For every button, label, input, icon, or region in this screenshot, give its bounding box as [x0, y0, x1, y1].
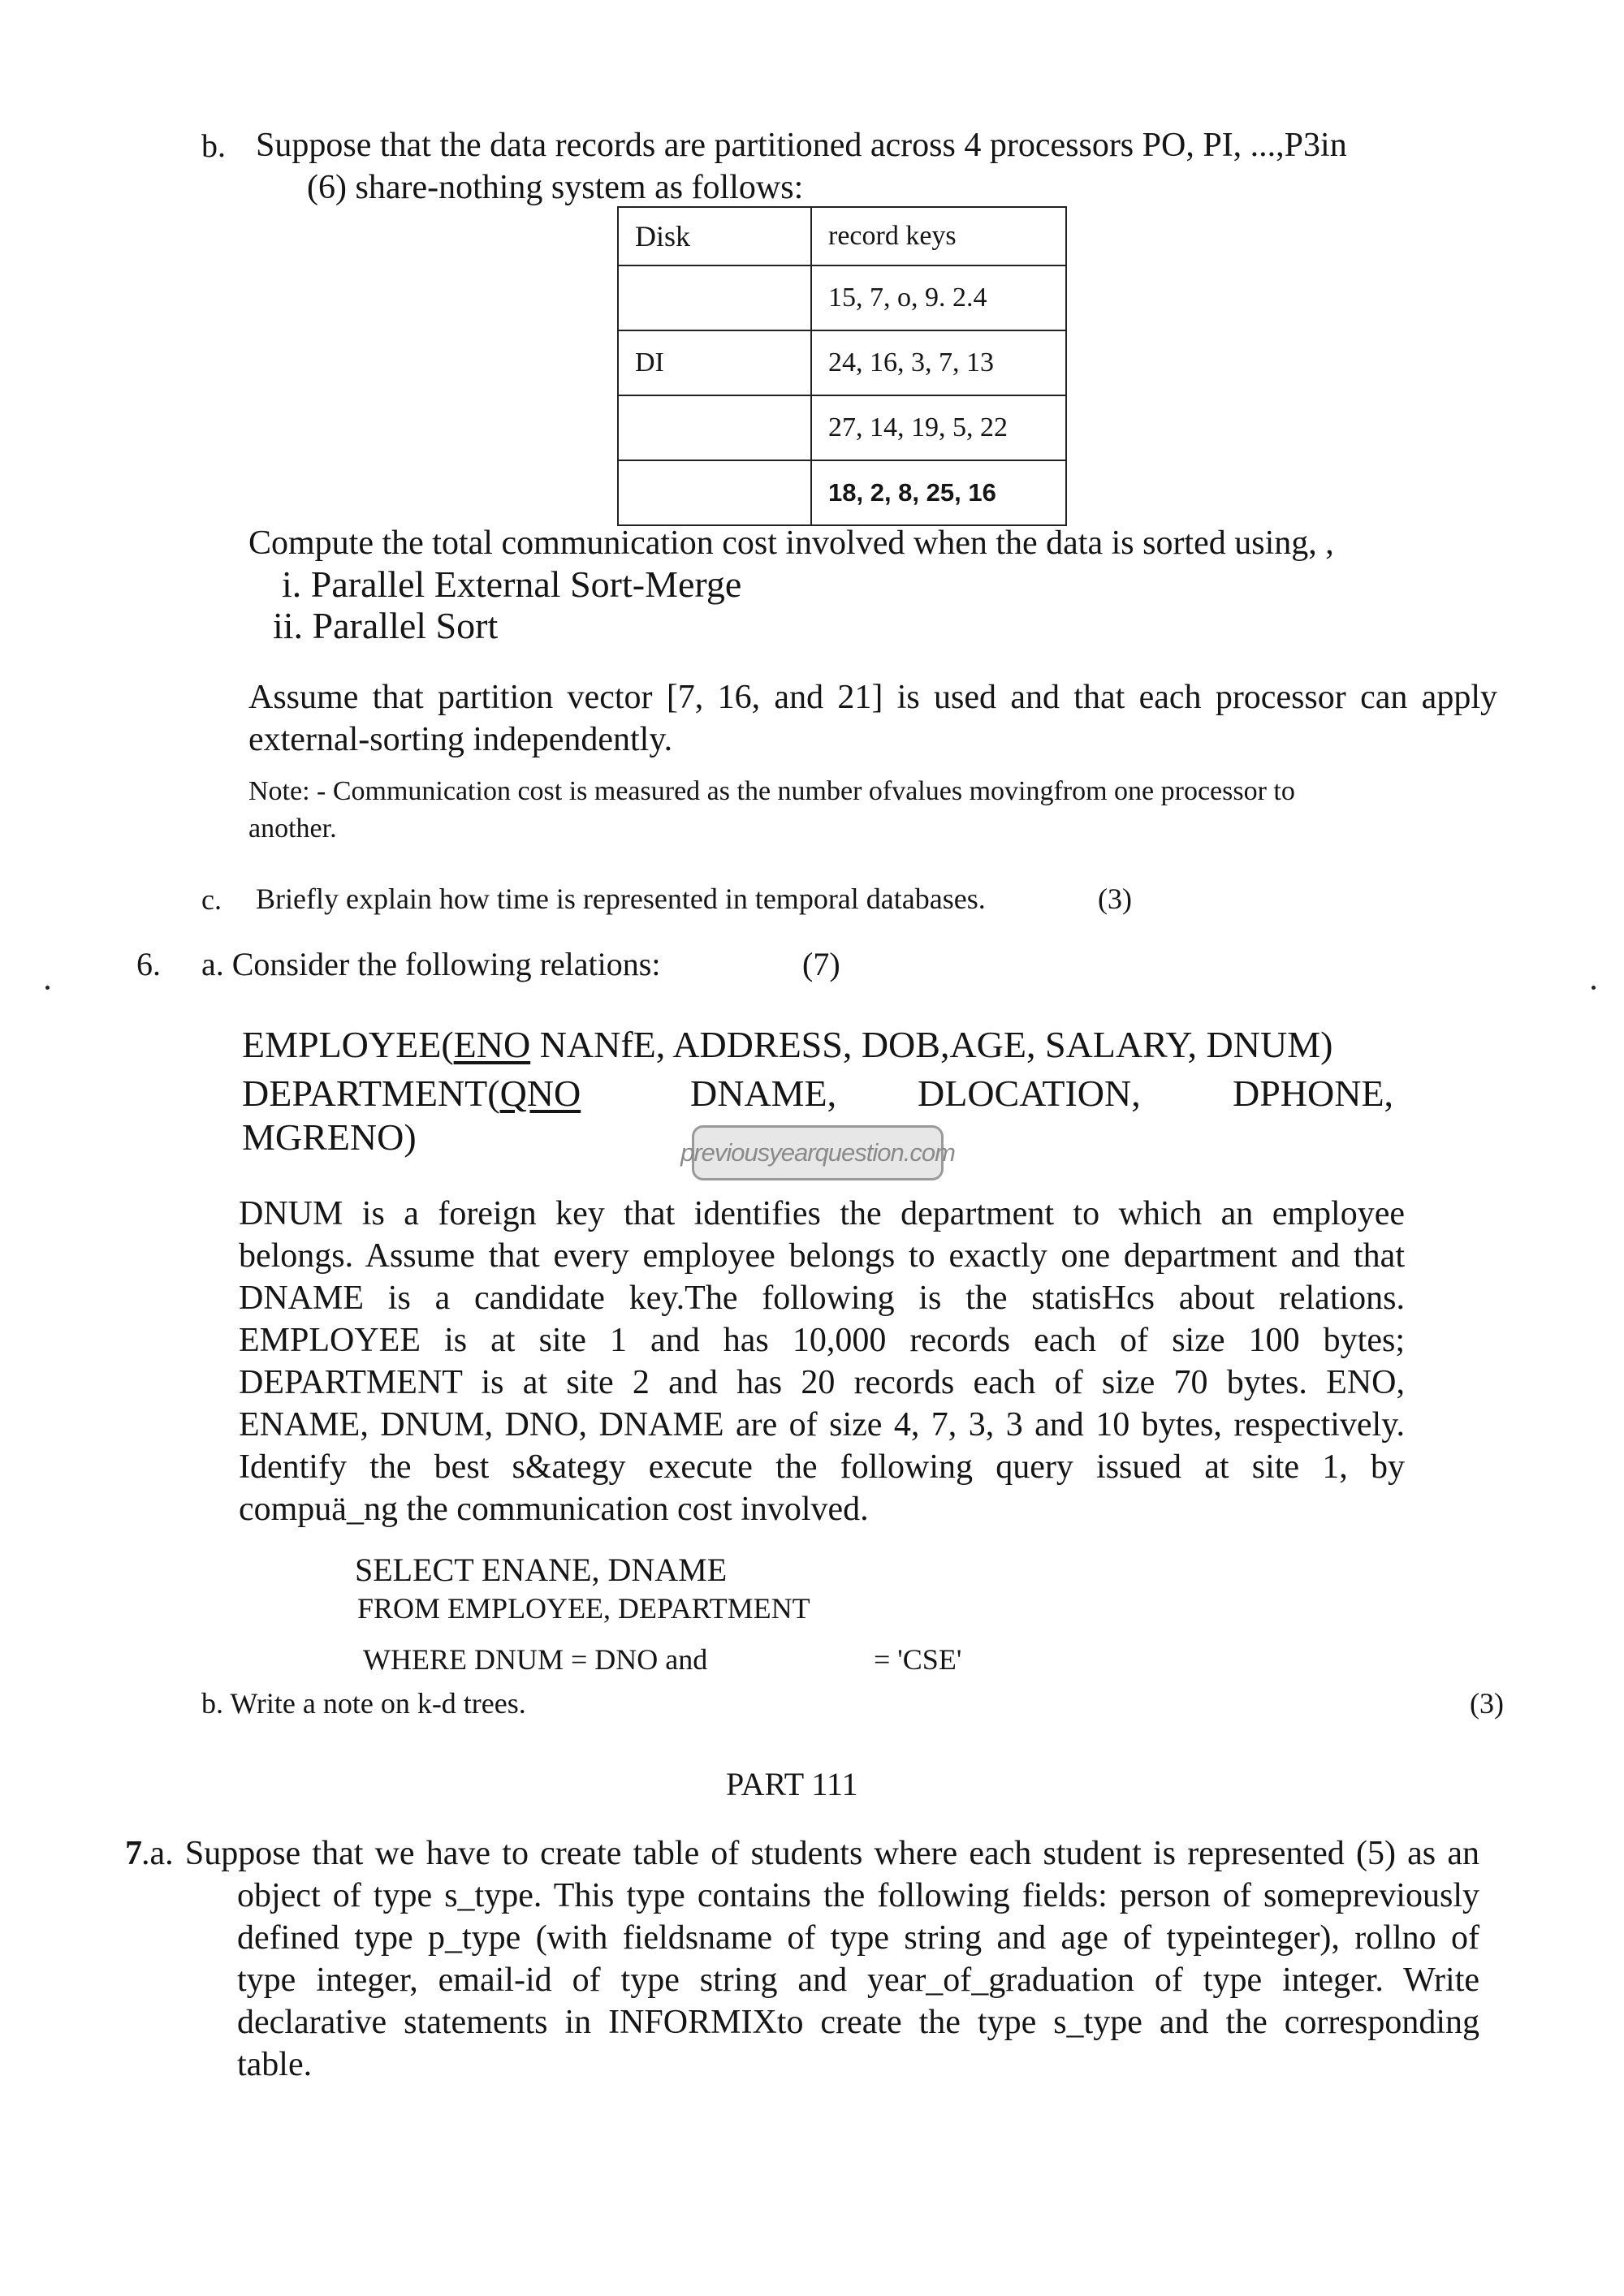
- table-row: [618, 330, 1066, 395]
- paragraph-line: DNAME is a candidate key.The following is the statisHcs about relations.: [239, 1280, 1405, 1317]
- question-text: b. Write a note on k-d trees.: [201, 1687, 526, 1720]
- marks: (3): [1470, 1687, 1504, 1720]
- relation-department: DNAME,: [690, 1072, 837, 1114]
- part-heading: PART 111: [726, 1766, 858, 1802]
- question-label: c.: [201, 883, 222, 916]
- question-text: declarative statements in INFORMIXto create the type s_type and the corresponding: [237, 2004, 1479, 2041]
- relation-department: DEPARTMENT(QNO: [242, 1072, 581, 1114]
- paragraph-line: ENAME, DNUM, DNO, DNAME are of size 4, 7, 3, 3 and 10 bytes, respectively.: [239, 1406, 1405, 1444]
- scan-speck: [45, 986, 50, 990]
- scan-speck: [1592, 986, 1596, 990]
- question-label: b.: [201, 127, 226, 164]
- relation-employee: EMPLOYEE(ENO NANfE, ADDRESS, DOB,AGE, SALARY, DNUM): [242, 1024, 1333, 1065]
- sql-line: SELECT ENANE, DNAME: [355, 1552, 728, 1588]
- question-text: Compute the total communication cost involved when the data is sorted using, ,: [248, 524, 1334, 562]
- table-row: [618, 265, 1066, 330]
- sql-line: WHERE DNUM = DNO and: [363, 1643, 708, 1676]
- relation-department: DPHONE,: [1233, 1072, 1394, 1114]
- table-header-row: [618, 207, 1066, 265]
- relation-department: DLOCATION,: [918, 1072, 1141, 1114]
- watermark: previousyearquestion.com: [692, 1125, 944, 1180]
- marks: (3): [1098, 883, 1132, 915]
- table-cell: 24, 16, 3, 7, 13: [811, 330, 1066, 395]
- table-cell: 27, 14, 19, 5, 22: [811, 395, 1066, 460]
- table-cell: 18, 2, 8, 25, 16: [811, 460, 1066, 525]
- question-text: a. Consider the following relations:: [201, 946, 661, 982]
- question-text: .a. Suppose that we have to create table of students where each student is represented (5) as an: [141, 1835, 1479, 1872]
- relation-department: MGRENO): [242, 1116, 417, 1158]
- table-cell: [618, 265, 811, 330]
- paragraph-line: belongs. Assume that every employee belongs to exactly one department and that: [239, 1237, 1405, 1275]
- question-text: defined type p_type (with fieldsname of type string and age of typeinteger), rollno of: [237, 1919, 1479, 1957]
- marks: (7): [802, 946, 840, 982]
- table-row: [618, 395, 1066, 460]
- paragraph-line: Identify the best s&ategy execute the following query issued at site 1, by: [239, 1448, 1405, 1486]
- table-header-cell: record keys: [811, 207, 1066, 265]
- table-cell: [618, 460, 811, 525]
- note-text: another.: [248, 814, 337, 844]
- question-number: 7: [125, 1835, 142, 1872]
- paragraph-line: DNUM is a foreign key that identifies the department to which an employee: [239, 1195, 1405, 1232]
- question-text: Briefly explain how time is represented in temporal databases.: [256, 883, 986, 915]
- list-item: i. Parallel External Sort-Merge: [282, 563, 742, 605]
- list-item: ii. Parallel Sort: [273, 605, 499, 646]
- table-cell: [618, 395, 811, 460]
- question-number: 6.: [136, 946, 161, 982]
- table-header-cell: Disk: [618, 207, 811, 265]
- paragraph-line: compuä_ng the communication cost involved.: [239, 1491, 869, 1528]
- question-text: external-sorting independently.: [248, 721, 673, 758]
- note-text: Note: - Communication cost is measured as the number ofvalues movingfrom one processor to: [248, 776, 1295, 806]
- question-text: object of type s_type. This type contains the following fields: person of somepreviously: [237, 1877, 1479, 1914]
- question-text: (6) share-nothing system as follows:: [307, 169, 804, 206]
- question-text: table.: [237, 2046, 313, 2083]
- paragraph-line: DEPARTMENT is at site 2 and has 20 records each of size 70 bytes. ENO,: [239, 1364, 1405, 1401]
- paragraph-line: EMPLOYEE is at site 1 and has 10,000 records each of size 100 bytes;: [239, 1322, 1405, 1359]
- disk-records-table: [617, 206, 1067, 526]
- table-cell: DI: [618, 330, 811, 395]
- table-cell: 15, 7, o, 9. 2.4: [811, 265, 1066, 330]
- question-text: type integer, email-id of type string and year_of_graduation of type integer. Write: [237, 1962, 1479, 1999]
- sql-line: FROM EMPLOYEE, DEPARTMENT: [357, 1592, 810, 1625]
- question-text: Assume that partition vector [7, 16, and 21] is used and that each processor can apply: [248, 679, 1497, 716]
- table-row: [618, 460, 1066, 525]
- question-text: Suppose that the data records are partitioned across 4 processors PO, PI, ...,P3in: [256, 127, 1347, 164]
- sql-line: = 'CSE': [874, 1643, 962, 1676]
